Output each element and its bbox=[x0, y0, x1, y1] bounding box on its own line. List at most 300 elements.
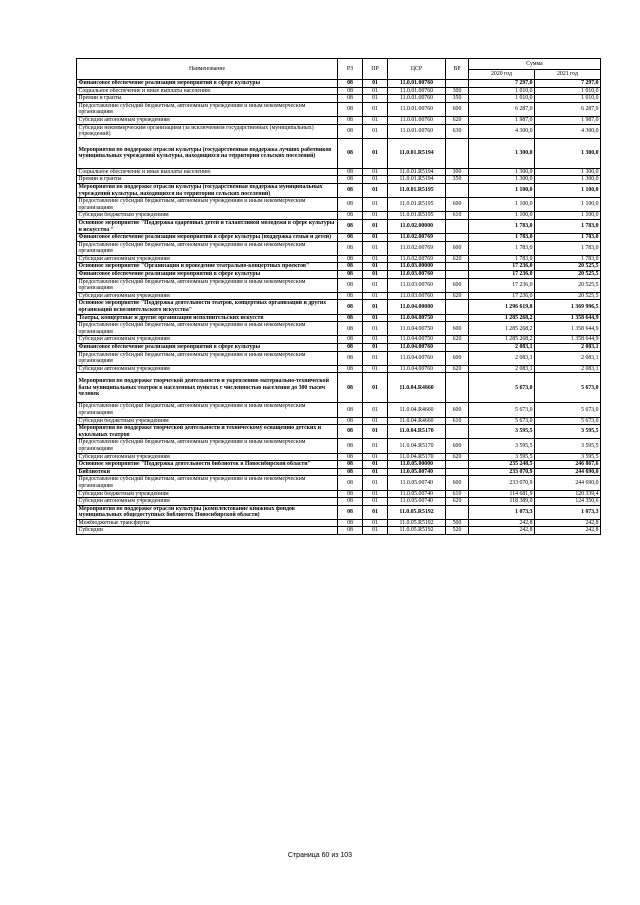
cell-rz: 08 bbox=[338, 80, 363, 88]
cell-2020: 235 248,5 bbox=[469, 461, 535, 469]
cell-2021: 20 525,5 bbox=[535, 263, 601, 271]
cell-2020: 233 070,9 bbox=[469, 476, 535, 490]
cell-rz: 08 bbox=[338, 505, 363, 519]
table-row bbox=[77, 461, 601, 469]
cell-name: Финансовое обеспечение реализации мероприятий в сфере культуры bbox=[77, 80, 338, 88]
cell-2021: 1 100,0 bbox=[535, 212, 601, 220]
cell-vr: 300 bbox=[446, 168, 469, 176]
cell-csr: 11.0.04.00760 bbox=[388, 344, 446, 352]
cell-vr bbox=[446, 314, 469, 322]
cell-name: Межбюджетные трансферты bbox=[77, 519, 338, 527]
cell-name: Предоставление субсидий бюджетным, автономным учреждениям и иным некоммерческим организациям bbox=[77, 403, 338, 417]
cell-2020: 1 783,0 bbox=[469, 241, 535, 255]
cell-csr: 11.0.04.R5170 bbox=[388, 439, 446, 453]
header-rz: РЗ bbox=[338, 59, 363, 80]
table-row bbox=[77, 102, 601, 116]
cell-vr: 600 bbox=[446, 278, 469, 292]
cell-vr: 600 bbox=[446, 476, 469, 490]
cell-csr: 11.0.01.00760 bbox=[388, 116, 446, 124]
cell-name: Основное мероприятие "Поддержка одаренных детей и талантливой молодежи в сфере культуры и искусства " bbox=[77, 219, 338, 233]
cell-2021: 1 010,0 bbox=[535, 87, 601, 95]
cell-vr: 300 bbox=[446, 87, 469, 95]
cell-2020: 118 389,0 bbox=[469, 498, 535, 506]
cell-csr: 11.0.01.R5195 bbox=[388, 198, 446, 212]
cell-rz: 08 bbox=[338, 87, 363, 95]
cell-vr: 610 bbox=[446, 417, 469, 425]
cell-rz: 08 bbox=[338, 468, 363, 476]
cell-2020: 2 083,1 bbox=[469, 365, 535, 373]
table-row bbox=[77, 417, 601, 425]
cell-name: Предоставление субсидий бюджетным, автономным учреждениям и иным некоммерческим организациям bbox=[77, 198, 338, 212]
table-row bbox=[77, 212, 601, 220]
cell-csr: 11.0.01.00760 bbox=[388, 87, 446, 95]
cell-name: Субсидии бюджетным учреждениям bbox=[77, 490, 338, 498]
cell-name: Мероприятия по поддержке отрасли культуры (комплектование книжных фондов муниципальных общедоступных библиотек Новосибирской области) bbox=[77, 505, 338, 519]
table-row bbox=[77, 292, 601, 300]
cell-pr: 01 bbox=[363, 278, 388, 292]
cell-vr bbox=[446, 80, 469, 88]
table-row bbox=[77, 468, 601, 476]
cell-pr: 01 bbox=[363, 336, 388, 344]
cell-name: Предоставление субсидий бюджетным, автономным учреждениям и иным некоммерческим организациям bbox=[77, 241, 338, 255]
cell-2021: 1 010,0 bbox=[535, 95, 601, 103]
cell-csr: 11.0.04.R4660 bbox=[388, 373, 446, 403]
cell-2020: 7 297,0 bbox=[469, 80, 535, 88]
cell-csr: 11.0.03.00760 bbox=[388, 271, 446, 279]
cell-2021: 1 358 644,9 bbox=[535, 322, 601, 336]
cell-pr: 01 bbox=[363, 322, 388, 336]
cell-pr: 01 bbox=[363, 365, 388, 373]
cell-rz: 08 bbox=[338, 365, 363, 373]
cell-name: Основное мероприятие "Поддержка деятельности библиотек в Новосибирской области" bbox=[77, 461, 338, 469]
cell-rz: 08 bbox=[338, 344, 363, 352]
table-row bbox=[77, 219, 601, 233]
cell-csr: 11.0.03.00760 bbox=[388, 292, 446, 300]
table-row bbox=[77, 322, 601, 336]
cell-2020: 1 100,0 bbox=[469, 212, 535, 220]
header-year-2020: 2020 год bbox=[469, 70, 535, 80]
cell-rz: 08 bbox=[338, 198, 363, 212]
cell-pr: 01 bbox=[363, 461, 388, 469]
cell-rz: 08 bbox=[338, 453, 363, 461]
cell-csr: 11.0.01.R5195 bbox=[388, 212, 446, 220]
cell-rz: 08 bbox=[338, 176, 363, 184]
cell-csr: 11.0.04.R4660 bbox=[388, 417, 446, 425]
cell-2021: 20 525,5 bbox=[535, 271, 601, 279]
cell-name: Основное мероприятие "Организация и проведение театрально-концертных проектов" bbox=[77, 263, 338, 271]
table-row bbox=[77, 271, 601, 279]
header-pr: ПР bbox=[363, 59, 388, 80]
table-row bbox=[77, 403, 601, 417]
cell-name: Финансовое обеспечение реализации мероприятий в сфере культуры bbox=[77, 271, 338, 279]
cell-vr: 600 bbox=[446, 439, 469, 453]
cell-2020: 1 300,0 bbox=[469, 168, 535, 176]
cell-rz: 08 bbox=[338, 234, 363, 242]
cell-pr: 01 bbox=[363, 453, 388, 461]
budget-table-container bbox=[76, 58, 600, 535]
cell-pr: 01 bbox=[363, 183, 388, 197]
table-row bbox=[77, 365, 601, 373]
table-row bbox=[77, 241, 601, 255]
cell-2020: 114 681,9 bbox=[469, 490, 535, 498]
cell-vr bbox=[446, 373, 469, 403]
table-row bbox=[77, 344, 601, 352]
cell-csr: 11.0.05.R5192 bbox=[388, 527, 446, 535]
cell-2020: 1 010,0 bbox=[469, 95, 535, 103]
cell-rz: 08 bbox=[338, 417, 363, 425]
cell-rz: 08 bbox=[338, 425, 363, 439]
cell-2020: 1 296 619,8 bbox=[469, 300, 535, 314]
cell-pr: 01 bbox=[363, 300, 388, 314]
cell-2020: 17 236,0 bbox=[469, 292, 535, 300]
cell-csr: 11.0.04.00750 bbox=[388, 322, 446, 336]
cell-pr: 01 bbox=[363, 373, 388, 403]
cell-name: Мероприятия по поддержке отрасли культуры (государственная поддержка муниципальных учреждений культуры, находящихся на территории сельских поселений) bbox=[77, 183, 338, 197]
cell-name: Премии и гранты bbox=[77, 95, 338, 103]
table-row bbox=[77, 183, 601, 197]
cell-2021: 1 358 644,9 bbox=[535, 314, 601, 322]
cell-rz: 08 bbox=[338, 314, 363, 322]
cell-rz: 08 bbox=[338, 461, 363, 469]
cell-pr: 01 bbox=[363, 87, 388, 95]
cell-2020: 1 300,0 bbox=[469, 138, 535, 168]
cell-rz: 08 bbox=[338, 439, 363, 453]
table-row bbox=[77, 519, 601, 527]
cell-2021: 1 100,0 bbox=[535, 183, 601, 197]
cell-name: Мероприятия по поддержке отрасли культуры (государственная поддержка лучших работников муниципальных учреждений культуры, находящихся на территории сельских поселений) bbox=[77, 138, 338, 168]
cell-2020: 1 783,0 bbox=[469, 234, 535, 242]
table-row bbox=[77, 168, 601, 176]
cell-2020: 1 100,0 bbox=[469, 183, 535, 197]
cell-2021: 244 690,0 bbox=[535, 468, 601, 476]
cell-csr: 11.0.01.R5194 bbox=[388, 176, 446, 184]
cell-pr: 01 bbox=[363, 351, 388, 365]
cell-2020: 1 010,0 bbox=[469, 87, 535, 95]
cell-csr: 11.0.02.00769 bbox=[388, 234, 446, 242]
cell-2020: 233 070,9 bbox=[469, 468, 535, 476]
cell-rz: 08 bbox=[338, 527, 363, 535]
cell-name: Финансовое обеспечение реализации мероприятий в сфере культуры bbox=[77, 344, 338, 352]
cell-pr: 01 bbox=[363, 80, 388, 88]
cell-vr: 350 bbox=[446, 176, 469, 184]
cell-2021: 1 300,0 bbox=[535, 176, 601, 184]
table-row bbox=[77, 498, 601, 506]
header-vr: ВР bbox=[446, 59, 469, 80]
cell-2021: 244 690,0 bbox=[535, 476, 601, 490]
table-row bbox=[77, 314, 601, 322]
cell-2021: 1 987,0 bbox=[535, 116, 601, 124]
cell-rz: 08 bbox=[338, 403, 363, 417]
table-row bbox=[77, 116, 601, 124]
cell-name: Социальное обеспечение и иные выплаты населению bbox=[77, 168, 338, 176]
header-sum: Сумма bbox=[469, 59, 601, 70]
cell-csr: 11.0.02.00769 bbox=[388, 255, 446, 263]
cell-rz: 08 bbox=[338, 168, 363, 176]
cell-pr: 01 bbox=[363, 138, 388, 168]
table-row bbox=[77, 278, 601, 292]
cell-2020: 6 287,0 bbox=[469, 102, 535, 116]
cell-2021: 1 783,0 bbox=[535, 219, 601, 233]
table-row bbox=[77, 505, 601, 519]
cell-rz: 08 bbox=[338, 255, 363, 263]
cell-name: Финансовое обеспечение реализации мероприятий в сфере культуры (поддержка семьи и детей) bbox=[77, 234, 338, 242]
cell-pr: 01 bbox=[363, 468, 388, 476]
cell-vr: 620 bbox=[446, 255, 469, 263]
cell-vr bbox=[446, 300, 469, 314]
table-row bbox=[77, 124, 601, 138]
table-row bbox=[77, 176, 601, 184]
cell-rz: 08 bbox=[338, 271, 363, 279]
cell-2020: 1 300,0 bbox=[469, 176, 535, 184]
cell-name: Субсидии некоммерческим организациям (за исключением государственных (муниципальных) учреждений) bbox=[77, 124, 338, 138]
cell-rz: 08 bbox=[338, 263, 363, 271]
cell-2020: 3 595,5 bbox=[469, 453, 535, 461]
cell-2020: 5 673,0 bbox=[469, 403, 535, 417]
cell-csr: 11.0.05.R5192 bbox=[388, 505, 446, 519]
cell-2021: 7 297,0 bbox=[535, 80, 601, 88]
cell-name: Предоставление субсидий бюджетным, автономным учреждениям и иным некоммерческим организациям bbox=[77, 351, 338, 365]
cell-rz: 08 bbox=[338, 300, 363, 314]
page-number: Страница 60 из 103 bbox=[287, 852, 353, 859]
cell-2021: 4 300,0 bbox=[535, 124, 601, 138]
cell-rz: 08 bbox=[338, 116, 363, 124]
cell-2020: 1 987,0 bbox=[469, 116, 535, 124]
cell-2021: 1 783,0 bbox=[535, 234, 601, 242]
cell-pr: 01 bbox=[363, 124, 388, 138]
cell-csr: 11.0.04.00750 bbox=[388, 336, 446, 344]
cell-2020: 1 285 268,2 bbox=[469, 336, 535, 344]
cell-2020: 3 595,5 bbox=[469, 439, 535, 453]
cell-csr: 11.0.03.00000 bbox=[388, 263, 446, 271]
table-row bbox=[77, 234, 601, 242]
table-row bbox=[77, 336, 601, 344]
cell-vr: 620 bbox=[446, 116, 469, 124]
cell-2021: 242,8 bbox=[535, 519, 601, 527]
cell-2020: 1 073,3 bbox=[469, 505, 535, 519]
cell-csr: 11.0.03.00760 bbox=[388, 278, 446, 292]
cell-pr: 01 bbox=[363, 198, 388, 212]
cell-2021: 6 287,0 bbox=[535, 102, 601, 116]
cell-pr: 01 bbox=[363, 527, 388, 535]
cell-2020: 2 083,1 bbox=[469, 351, 535, 365]
cell-2021: 5 673,0 bbox=[535, 403, 601, 417]
cell-vr bbox=[446, 138, 469, 168]
cell-vr: 610 bbox=[446, 212, 469, 220]
cell-pr: 01 bbox=[363, 116, 388, 124]
cell-csr: 11.0.01.00760 bbox=[388, 124, 446, 138]
cell-2020: 17 236,0 bbox=[469, 278, 535, 292]
cell-vr bbox=[446, 263, 469, 271]
table-row bbox=[77, 425, 601, 439]
cell-2021: 1 358 644,9 bbox=[535, 336, 601, 344]
cell-rz: 08 bbox=[338, 490, 363, 498]
cell-name: Субсидии автономным учреждениям bbox=[77, 498, 338, 506]
cell-csr: 11.0.01.00760 bbox=[388, 102, 446, 116]
cell-csr: 11.0.04.00760 bbox=[388, 365, 446, 373]
cell-pr: 01 bbox=[363, 292, 388, 300]
cell-pr: 01 bbox=[363, 234, 388, 242]
cell-pr: 01 bbox=[363, 403, 388, 417]
cell-csr: 11.0.01.R5195 bbox=[388, 183, 446, 197]
cell-rz: 08 bbox=[338, 336, 363, 344]
table-row bbox=[77, 263, 601, 271]
cell-pr: 01 bbox=[363, 255, 388, 263]
cell-2020: 242,8 bbox=[469, 519, 535, 527]
cell-name: Основное мероприятие "Поддержка деятельности театров, концертных организаций и других организаций исполнительского искусства" bbox=[77, 300, 338, 314]
cell-name: Социальное обеспечение и иные выплаты населению bbox=[77, 87, 338, 95]
cell-vr: 610 bbox=[446, 490, 469, 498]
cell-name: Библиотеки bbox=[77, 468, 338, 476]
cell-rz: 08 bbox=[338, 241, 363, 255]
cell-csr: 11.0.01.R5194 bbox=[388, 168, 446, 176]
table-row bbox=[77, 95, 601, 103]
cell-name: Субсидии автономным учреждениям bbox=[77, 336, 338, 344]
cell-pr: 01 bbox=[363, 95, 388, 103]
cell-rz: 08 bbox=[338, 292, 363, 300]
cell-2021: 5 673,0 bbox=[535, 373, 601, 403]
cell-pr: 01 bbox=[363, 219, 388, 233]
cell-csr: 11.0.04.00760 bbox=[388, 351, 446, 365]
cell-pr: 01 bbox=[363, 425, 388, 439]
cell-2021: 2 083,1 bbox=[535, 344, 601, 352]
cell-csr: 11.0.01.00760 bbox=[388, 95, 446, 103]
cell-2021: 1 783,0 bbox=[535, 241, 601, 255]
cell-2020: 17 236,0 bbox=[469, 271, 535, 279]
cell-vr: 600 bbox=[446, 322, 469, 336]
cell-2020: 5 673,0 bbox=[469, 417, 535, 425]
cell-pr: 01 bbox=[363, 498, 388, 506]
cell-vr bbox=[446, 344, 469, 352]
cell-rz: 08 bbox=[338, 322, 363, 336]
cell-csr: 11.0.04.R5170 bbox=[388, 453, 446, 461]
cell-pr: 01 bbox=[363, 176, 388, 184]
cell-name: Предоставление субсидий бюджетным, автономным учреждениям и иным некоммерческим организациям bbox=[77, 476, 338, 490]
cell-name: Субсидии автономным учреждениям bbox=[77, 255, 338, 263]
cell-pr: 01 bbox=[363, 344, 388, 352]
cell-2021: 1 073,3 bbox=[535, 505, 601, 519]
cell-csr: 11.0.02.00769 bbox=[388, 241, 446, 255]
cell-csr: 11.0.05.00740 bbox=[388, 490, 446, 498]
cell-name: Субсидии бюджетным учреждениям bbox=[77, 417, 338, 425]
cell-name: Предоставление субсидий бюджетным, автономным учреждениям и иным некоммерческим организациям bbox=[77, 439, 338, 453]
cell-vr: 600 bbox=[446, 351, 469, 365]
header-name: Наименование bbox=[77, 59, 338, 80]
cell-csr: 11.0.01.R5194 bbox=[388, 138, 446, 168]
cell-2021: 3 595,5 bbox=[535, 425, 601, 439]
cell-2021: 246 867,6 bbox=[535, 461, 601, 469]
cell-name: Субсидии автономным учреждениям bbox=[77, 116, 338, 124]
cell-rz: 08 bbox=[338, 95, 363, 103]
cell-name: Предоставление субсидий бюджетным, автономным учреждениям и иным некоммерческим организациям bbox=[77, 322, 338, 336]
cell-vr: 630 bbox=[446, 124, 469, 138]
cell-2020: 5 673,0 bbox=[469, 373, 535, 403]
cell-pr: 01 bbox=[363, 417, 388, 425]
cell-rz: 08 bbox=[338, 183, 363, 197]
cell-name: Предоставление субсидий бюджетным, автономным учреждениям и иным некоммерческим организациям bbox=[77, 102, 338, 116]
cell-vr: 620 bbox=[446, 498, 469, 506]
table-row bbox=[77, 87, 601, 95]
cell-name: Предоставление субсидий бюджетным, автономным учреждениям и иным некоммерческим организациям bbox=[77, 278, 338, 292]
cell-csr: 11.0.05.00740 bbox=[388, 498, 446, 506]
cell-pr: 01 bbox=[363, 439, 388, 453]
cell-csr: 11.0.04.00000 bbox=[388, 300, 446, 314]
cell-2020: 17 236,0 bbox=[469, 263, 535, 271]
cell-name: Субсидии bbox=[77, 527, 338, 535]
cell-name: Субсидии автономным учреждениям bbox=[77, 453, 338, 461]
cell-csr: 11.0.02.00000 bbox=[388, 219, 446, 233]
cell-rz: 08 bbox=[338, 278, 363, 292]
cell-name: Субсидии автономным учреждениям bbox=[77, 365, 338, 373]
cell-pr: 01 bbox=[363, 314, 388, 322]
cell-csr: 11.0.05.00740 bbox=[388, 468, 446, 476]
cell-vr: 500 bbox=[446, 519, 469, 527]
cell-2020: 3 595,5 bbox=[469, 425, 535, 439]
table-row bbox=[77, 198, 601, 212]
cell-2021: 20 525,5 bbox=[535, 278, 601, 292]
cell-rz: 08 bbox=[338, 102, 363, 116]
cell-2020: 1 783,0 bbox=[469, 219, 535, 233]
header-year-2021: 2021 год bbox=[535, 70, 601, 80]
cell-2021: 20 525,5 bbox=[535, 292, 601, 300]
cell-rz: 08 bbox=[338, 519, 363, 527]
cell-vr: 600 bbox=[446, 102, 469, 116]
cell-2021: 3 595,5 bbox=[535, 453, 601, 461]
cell-2021: 1 300,0 bbox=[535, 168, 601, 176]
cell-name: Мероприятия по поддержке творческой деятельности и техническому оснащению детских и кукольных театров bbox=[77, 425, 338, 439]
cell-2021: 1 369 996,5 bbox=[535, 300, 601, 314]
cell-vr: 600 bbox=[446, 198, 469, 212]
cell-csr: 11.0.01.00760 bbox=[388, 80, 446, 88]
cell-pr: 01 bbox=[363, 505, 388, 519]
cell-2020: 2 083,1 bbox=[469, 344, 535, 352]
cell-rz: 08 bbox=[338, 373, 363, 403]
table-row bbox=[77, 80, 601, 88]
cell-rz: 08 bbox=[338, 351, 363, 365]
cell-2021: 2 083,1 bbox=[535, 351, 601, 365]
table-row bbox=[77, 527, 601, 535]
cell-vr: 520 bbox=[446, 527, 469, 535]
cell-pr: 01 bbox=[363, 212, 388, 220]
cell-2020: 1 285 268,2 bbox=[469, 322, 535, 336]
table-row bbox=[77, 439, 601, 453]
cell-pr: 01 bbox=[363, 519, 388, 527]
cell-pr: 01 bbox=[363, 490, 388, 498]
cell-vr: 350 bbox=[446, 95, 469, 103]
cell-csr: 11.0.04.R5170 bbox=[388, 425, 446, 439]
cell-vr bbox=[446, 461, 469, 469]
cell-rz: 08 bbox=[338, 219, 363, 233]
cell-vr bbox=[446, 505, 469, 519]
cell-2021: 1 100,0 bbox=[535, 198, 601, 212]
cell-2020: 1 285 268,2 bbox=[469, 314, 535, 322]
cell-pr: 01 bbox=[363, 271, 388, 279]
table-body bbox=[77, 80, 601, 535]
cell-2020: 4 300,0 bbox=[469, 124, 535, 138]
cell-pr: 01 bbox=[363, 168, 388, 176]
cell-2021: 242,8 bbox=[535, 527, 601, 535]
cell-vr bbox=[446, 468, 469, 476]
cell-csr: 11.0.04.00750 bbox=[388, 314, 446, 322]
cell-2021: 2 083,1 bbox=[535, 365, 601, 373]
cell-name: Субсидии бюджетным учреждениям bbox=[77, 212, 338, 220]
cell-rz: 08 bbox=[338, 124, 363, 138]
cell-rz: 08 bbox=[338, 212, 363, 220]
table-row bbox=[77, 453, 601, 461]
cell-csr: 11.0.05.R5192 bbox=[388, 519, 446, 527]
cell-vr: 620 bbox=[446, 453, 469, 461]
cell-2021: 1 300,0 bbox=[535, 138, 601, 168]
header-csr: ЦСР bbox=[388, 59, 446, 80]
